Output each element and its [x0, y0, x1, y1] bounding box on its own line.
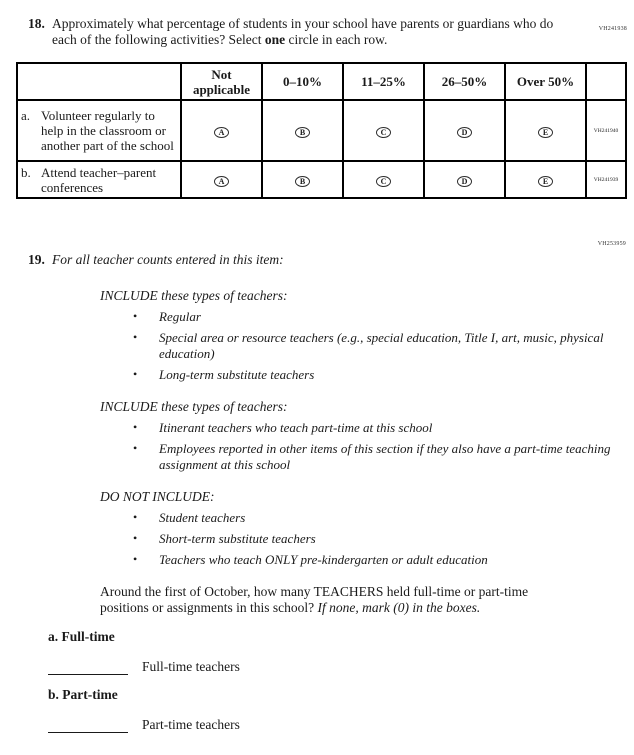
bullet-text: Teachers who teach ONLY pre-kindergarten or adult education [159, 552, 488, 567]
bullet-text: Long-term substitute teachers [159, 367, 315, 382]
bullet-icon: • [133, 552, 138, 566]
row-a-code: VH241940 [586, 100, 626, 161]
row-b-code: VH241939 [586, 161, 626, 198]
bullet-icon: • [133, 309, 138, 323]
response-circle-a-0-10[interactable]: B [295, 127, 310, 138]
bullet-icon: • [133, 441, 138, 455]
include-section-1-header: INCLUDE these types of teachers: [100, 288, 288, 303]
list-item [133, 309, 634, 325]
question-18-text-part2: circle in each row. [285, 32, 388, 47]
do-not-include-header: DO NOT INCLUDE: [100, 489, 215, 504]
column-header-0-10: 0–10% [262, 63, 343, 100]
full-time-line-label: Full-time teachers [142, 659, 240, 674]
list-item [133, 531, 634, 547]
response-circle-a-over-50[interactable]: E [538, 127, 553, 138]
list-item [133, 510, 634, 526]
row-b-label-cell [17, 161, 181, 198]
full-time-entry-row [48, 659, 634, 675]
table-header-row [17, 63, 626, 100]
row-a-letter: a. [21, 108, 31, 123]
part-time-input-line[interactable] [48, 718, 128, 733]
question-19-intro: For all teacher counts entered in this item: [52, 252, 284, 267]
question-18-number: 18. [28, 16, 45, 31]
row-b-letter: b. [21, 164, 31, 180]
question-18 [28, 16, 594, 48]
do-not-include-section [100, 489, 634, 568]
list-item [133, 420, 634, 436]
bullet-icon: • [133, 330, 138, 344]
table-corner-cell [17, 63, 181, 100]
bullet-icon: • [133, 420, 138, 434]
q18-response-table [16, 62, 627, 199]
table-row-a [17, 100, 626, 161]
response-circle-a-not-applicable[interactable]: A [214, 127, 229, 138]
full-time-input-line[interactable] [48, 660, 128, 675]
bullet-text: Regular [159, 309, 201, 324]
bullet-text: Short-term substitute teachers [159, 531, 316, 546]
question-18-text-part1: Approximately what percentage of students in your school have parents or guardians who do each of the following activities? Select [52, 16, 554, 47]
bullet-icon: • [133, 367, 138, 381]
include-section-2-header: INCLUDE these types of teachers: [100, 399, 288, 414]
response-circle-b-26-50[interactable]: D [457, 176, 472, 187]
question-18-text [52, 16, 574, 48]
q18-accession-code: VH241938 [598, 26, 627, 32]
part-time-label: b. Part-time [48, 687, 118, 702]
bullet-text: Employees reported in other items of this section if they also have a part-time teaching assignment at this school [159, 441, 611, 472]
part-time-line-label: Part-time teachers [142, 717, 240, 732]
column-header-code [586, 63, 626, 100]
closing-text-italic: If none, mark (0) in the boxes. [317, 600, 481, 615]
include-section-2 [100, 399, 634, 473]
q19-accession-code: VH253959 [597, 241, 626, 247]
bullet-icon: • [133, 510, 138, 524]
part-time-entry-row [48, 717, 634, 733]
response-circle-b-11-25[interactable]: C [376, 176, 391, 187]
question-18-text-bold: one [264, 32, 286, 47]
response-circle-a-11-25[interactable]: C [376, 127, 391, 138]
bullet-text: Student teachers [159, 510, 246, 525]
closing-text: Around the first of October, how many TEACHERS held full-time or part-time positions or assignments in this school? [100, 584, 529, 615]
row-a-label: Volunteer regularly to help in the classroom or another part of the school [41, 108, 174, 153]
response-circle-b-over-50[interactable]: E [538, 176, 553, 187]
question-19 [28, 252, 634, 268]
include-section-1 [100, 288, 634, 383]
row-a-label-cell [17, 100, 181, 161]
response-circle-b-not-applicable[interactable]: A [214, 176, 229, 187]
list-item [133, 367, 634, 383]
response-circle-a-26-50[interactable]: D [457, 127, 472, 138]
bullet-icon: • [133, 531, 138, 545]
question-19-number: 19. [28, 252, 45, 267]
bullet-text: Special area or resource teachers (e.g., special education, Title I, art, music, physical education) [159, 330, 604, 361]
column-header-11-25: 11–25% [343, 63, 424, 100]
column-header-26-50: 26–50% [424, 63, 505, 100]
list-item [133, 330, 634, 362]
response-circle-b-0-10[interactable]: B [295, 176, 310, 187]
list-item [133, 552, 634, 568]
full-time-label: a. Full-time [48, 629, 115, 644]
column-header-over-50: Over 50% [505, 63, 586, 100]
column-header-not-applicable: Not applicable [181, 63, 262, 100]
bullet-text: Itinerant teachers who teach part-time at this school [159, 420, 433, 435]
row-b-label: Attend teacher–parent conferences [41, 164, 157, 195]
table-row-b [17, 161, 626, 198]
q19-closing-paragraph [100, 584, 578, 616]
list-item [133, 441, 634, 473]
